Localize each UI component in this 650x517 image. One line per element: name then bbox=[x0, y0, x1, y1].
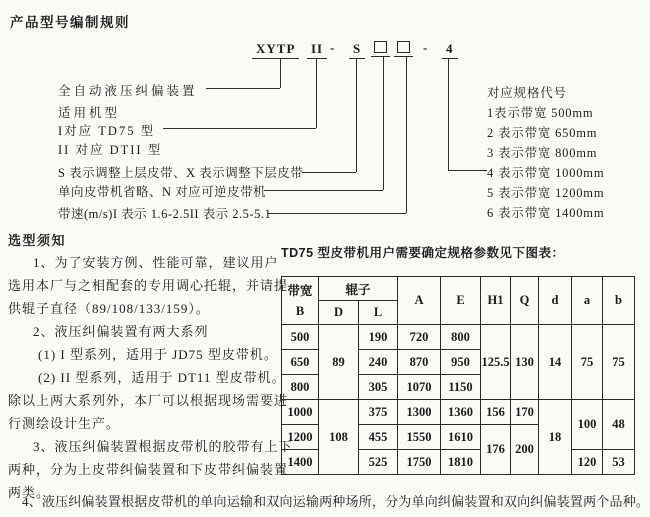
header-b: b bbox=[603, 277, 635, 325]
cell-l: 455 bbox=[359, 425, 398, 450]
spec-table bbox=[281, 276, 635, 475]
cell-D-merged: 108 bbox=[319, 400, 359, 475]
header-a: a bbox=[572, 277, 603, 325]
placeholder-box-2 bbox=[394, 40, 413, 57]
cell-D-merged: 89 bbox=[319, 325, 359, 400]
header-roller: 辊子 bbox=[319, 277, 398, 301]
notes-text-line: 两种，分为上皮带纠偏装置和下皮带纠偏装置 bbox=[8, 462, 289, 477]
diagram-label-type1: I对应 TD75 型 bbox=[58, 124, 156, 138]
diagram-label-full-auto: 全自动液压纠偏装置 bbox=[58, 84, 198, 98]
connector-line bbox=[280, 58, 281, 88]
cell-a: 1070 bbox=[398, 375, 441, 400]
header-bandwidth-code: B bbox=[295, 303, 305, 318]
cell-b2-merged: 75 bbox=[603, 325, 635, 400]
header-bandwidth-label: 带宽 bbox=[287, 283, 313, 298]
cell-b: 800 bbox=[282, 375, 319, 400]
cell-l: 305 bbox=[359, 375, 398, 400]
header-bandwidth bbox=[282, 277, 319, 325]
code-machine-type: II bbox=[307, 41, 327, 59]
connector-line bbox=[406, 56, 407, 213]
header-D: D bbox=[319, 301, 359, 325]
cell-b2-merged: 48 bbox=[603, 400, 635, 450]
cell-l: 525 bbox=[359, 450, 398, 475]
spec-code-item: 5 表示带宽 1200mm bbox=[487, 186, 605, 200]
cell-a: 870 bbox=[398, 350, 441, 375]
diagram-label-direction: 单向皮带机省略、N 对应可逆皮带机 bbox=[58, 185, 267, 199]
cell-e: 1360 bbox=[441, 400, 481, 425]
connector-line bbox=[448, 58, 449, 170]
notes-text-line: (2) II 型系列，适用于 DT11 型皮带机。 bbox=[38, 370, 286, 385]
cell-a2-merged: 100 bbox=[572, 400, 603, 450]
notes-text-line: 3、液压纠偏装置根据皮带机的胶带有上下 bbox=[33, 439, 293, 454]
spec-table-title: TD75 型皮带机用户需要确定规格参数见下图表： bbox=[281, 246, 565, 260]
notes-text-line: 供辊子直径（89/108/133/159）。 bbox=[8, 301, 210, 316]
diagram-label-type2: II 对应 DTII 型 bbox=[58, 143, 163, 157]
cell-b: 1400 bbox=[282, 450, 319, 475]
code-adjust: S bbox=[349, 41, 365, 59]
cell-q-merged: 130 bbox=[511, 325, 539, 400]
notes-text-line: 选用本厂与之相配套的专用调心托辊，并请提 bbox=[8, 278, 289, 293]
header-E: E bbox=[441, 277, 481, 325]
connector-line bbox=[383, 56, 384, 190]
cell-a2-merged: 75 bbox=[572, 325, 603, 400]
code-prefix: XYTP bbox=[252, 41, 299, 59]
cell-b: 1200 bbox=[282, 425, 319, 450]
spec-code-item: 1表示带宽 500mm bbox=[487, 106, 594, 120]
cell-b: 650 bbox=[282, 350, 319, 375]
connector-line bbox=[268, 213, 406, 214]
notes-text-line: 2、液压纠偏装置有两大系列 bbox=[33, 324, 209, 339]
cell-a: 1550 bbox=[398, 425, 441, 450]
notes-heading: 选型须知 bbox=[8, 233, 67, 248]
cell-e: 1810 bbox=[441, 450, 481, 475]
header-L: L bbox=[359, 301, 398, 325]
cell-q: 170 bbox=[511, 400, 539, 425]
cell-a: 720 bbox=[398, 325, 441, 350]
cell-a2: 120 bbox=[572, 450, 603, 475]
table-row bbox=[282, 325, 635, 350]
cell-b2: 53 bbox=[603, 450, 635, 475]
spec-code-item: 6 表示带宽 1400mm bbox=[487, 206, 605, 220]
notes-text-line: 两类。 bbox=[8, 485, 51, 500]
page-title: 产品型号编制规则 bbox=[10, 15, 130, 30]
notes-text-line: 行测绘设计生产。 bbox=[8, 416, 121, 431]
spec-code-item: 3 表示带宽 800mm bbox=[487, 146, 598, 160]
header-Q: Q bbox=[511, 277, 539, 325]
diagram-label-adjust: S 表示调整上层皮带、X 表示调整下层皮带 bbox=[58, 166, 304, 180]
cell-e: 800 bbox=[441, 325, 481, 350]
header-H1: H1 bbox=[481, 277, 511, 325]
connector-line bbox=[356, 58, 357, 172]
header-A: A bbox=[398, 277, 441, 325]
cell-d-merged: 14 bbox=[539, 325, 572, 400]
bottom-note: 4、液压纠偏装置根据皮带机的单向运输和双向运输两种场所，分为单向纠偏装置和双向纠偏装置两个品种。 bbox=[22, 494, 650, 509]
connector-line bbox=[163, 128, 316, 129]
spec-code-item: 4 表示带宽 1000mm bbox=[487, 166, 605, 180]
cell-l: 375 bbox=[359, 400, 398, 425]
cell-d-merged: 18 bbox=[539, 400, 572, 475]
cell-e: 1150 bbox=[441, 375, 481, 400]
code-spec: 4 bbox=[442, 41, 458, 59]
cell-h1-merged: 125.5 bbox=[481, 325, 511, 400]
diagram-label-belt-speed: 带速(m/s)I 表示 1.6-2.5II 表示 2.5-5.1 bbox=[58, 207, 272, 221]
spec-code-list-title: 对应规格代号 bbox=[487, 86, 567, 100]
cell-h1-merged: 176 bbox=[481, 425, 511, 475]
cell-q-merged: 200 bbox=[511, 425, 539, 475]
notes-text-line: 除以上两大系列外，本厂可以根据现场需要进 bbox=[8, 393, 289, 408]
cell-l: 240 bbox=[359, 350, 398, 375]
connector-line bbox=[206, 88, 280, 89]
cell-h1: 156 bbox=[481, 400, 511, 425]
connector-line bbox=[448, 170, 487, 171]
cell-e: 950 bbox=[441, 350, 481, 375]
cell-b: 500 bbox=[282, 325, 319, 350]
code-separator-2: - bbox=[423, 40, 428, 55]
notes-text-line: 1、为了安装方例、性能可靠，建议用户 bbox=[33, 255, 279, 270]
connector-line bbox=[316, 58, 317, 128]
cell-b: 1000 bbox=[282, 400, 319, 425]
table-row bbox=[282, 400, 635, 425]
connector-line bbox=[264, 190, 383, 191]
connector-line bbox=[302, 172, 356, 173]
cell-a: 1300 bbox=[398, 400, 441, 425]
notes-text-line: (1) I 型系列，适用于 JD75 型皮带机。 bbox=[38, 347, 278, 362]
code-separator-1: - bbox=[330, 40, 335, 55]
diagram-label-machine-model: 适用机型 bbox=[58, 106, 121, 120]
cell-a: 1750 bbox=[398, 450, 441, 475]
header-d: d bbox=[539, 277, 572, 325]
placeholder-box-1 bbox=[371, 40, 390, 57]
cell-e: 1610 bbox=[441, 425, 481, 450]
cell-l: 190 bbox=[359, 325, 398, 350]
spec-code-item: 2 表示带宽 650mm bbox=[487, 126, 598, 140]
